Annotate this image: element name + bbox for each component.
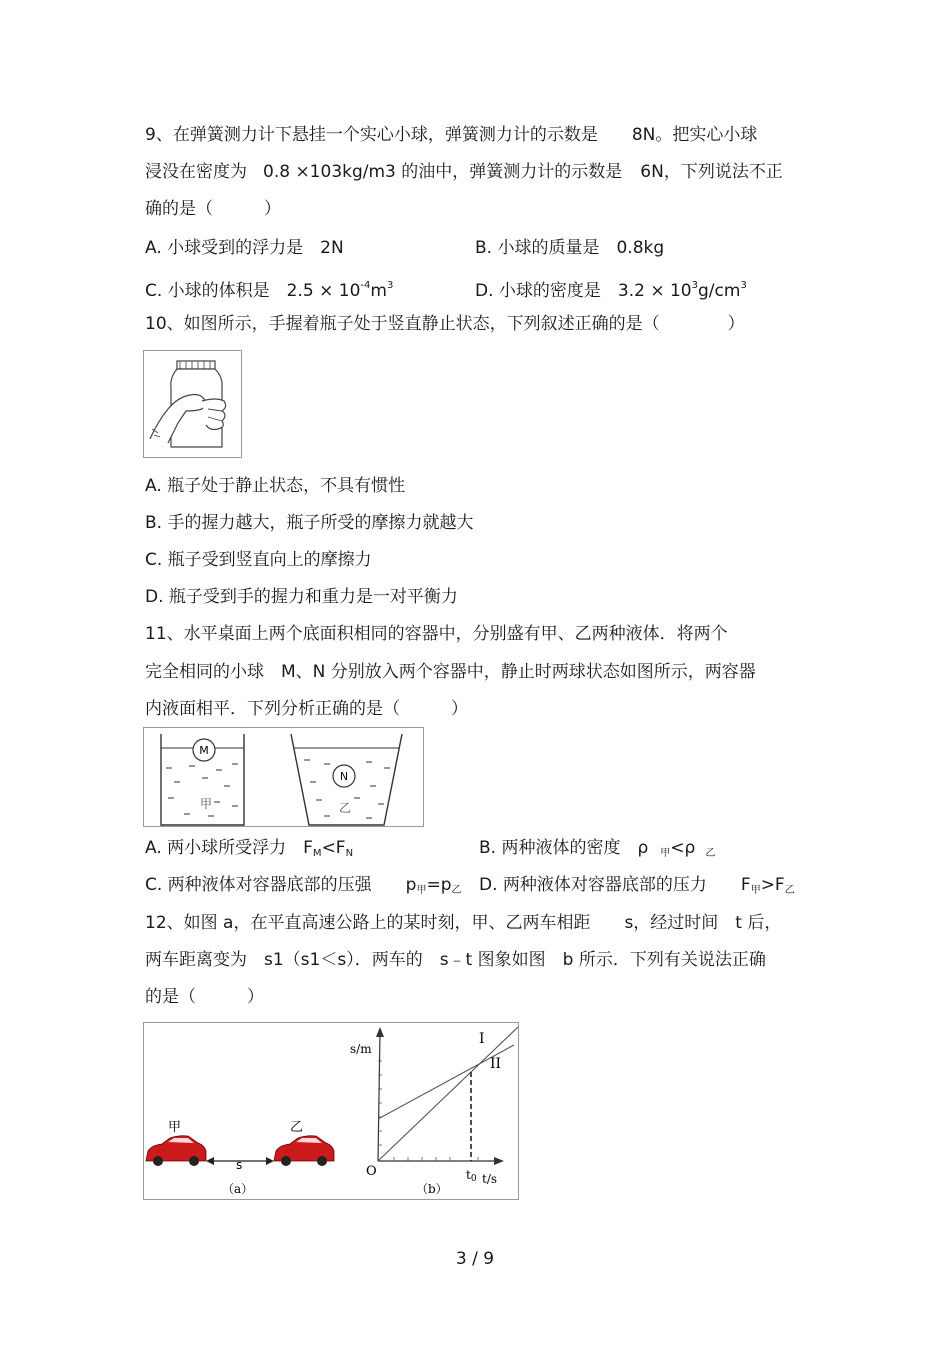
q12-cars-graph-figure xyxy=(143,1022,519,1200)
hand-holding-bottle-illustration xyxy=(144,351,241,457)
car-yi-icon xyxy=(274,1136,334,1166)
cars-and-st-graph xyxy=(144,1023,518,1199)
line-i-label: I xyxy=(479,1031,485,1047)
caption-b: （b） xyxy=(416,1182,448,1196)
q11-option-b: B. 两种液体的密度 ρ $_甲$<ρ $_乙$ xyxy=(479,838,716,859)
y-axis xyxy=(378,1031,380,1161)
q9-stem-line3: 确的是（ ） xyxy=(145,199,281,219)
q9-stem-line2: 浸没在密度为 0.8 ×103kg/m3 的油中，弹簧测力计的示数是 6N，下列说法不正 xyxy=(145,162,783,182)
q12-stem-line1: 12、如图 a，在平直高速公路上的某时刻，甲、乙两车相距 s，经过时间 t 后， xyxy=(145,913,782,933)
two-containers-diagram xyxy=(144,728,423,826)
q10-stem: 10、如图所示，手握着瓶子处于竖直静止状态，下列叙述正确的是（ ） xyxy=(145,314,745,334)
q10-bottle-figure xyxy=(143,350,242,458)
line-ii-label: II xyxy=(490,1056,502,1072)
q9-stem-line1: 9、在弹簧测力计下悬挂一个实心小球，弹簧测力计的示数是 8N。把实心小球 xyxy=(145,125,758,145)
y-axis-label: s/m xyxy=(350,1042,372,1056)
line-i xyxy=(378,1027,518,1161)
liquid-jia-label: 甲 xyxy=(200,797,213,811)
distance-s-label: s xyxy=(236,1158,243,1172)
q11-containers-figure xyxy=(143,727,424,827)
q10-option-a: A. 瓶子处于静止状态，不具有惯性 xyxy=(145,476,406,496)
q10-option-b: B. 手的握力越大，瓶子所受的摩擦力就越大 xyxy=(145,513,474,533)
origin-label: O xyxy=(366,1164,377,1179)
q9-option-d: D. 小球的密度是 $3.2 \times 10^3g/cm^3$ xyxy=(475,280,747,301)
q11-option-c: C. 两种液体对容器底部的压强 $p_甲=p_乙$ xyxy=(145,875,462,896)
q9-option-a: A. 小球受到的浮力是 2N xyxy=(145,238,344,258)
page-number: 3 / 9 xyxy=(455,1249,495,1269)
car-jia-icon xyxy=(146,1136,206,1166)
q12-stem-line2: 两车距离变为 s1（s1＜s）．两车的 s﹣t 图象如图 b 所示．下列有关说法正确 xyxy=(145,950,766,970)
q10-option-d: D. 瓶子受到手的握力和重力是一对平衡力 xyxy=(145,587,458,607)
ball-n-label: N xyxy=(339,770,349,783)
q9-option-c: C. 小球的体积是 $2.5 \times 10^{-4}m^3$ xyxy=(145,280,394,301)
q9-option-b: B. 小球的质量是 0.8kg xyxy=(475,238,665,258)
ball-m-label: M xyxy=(199,744,209,757)
caption-a: （a） xyxy=(222,1182,254,1196)
q11-stem-line1: 11、水平桌面上两个底面积相同的容器中，分别盛有甲、乙两种液体．将两个 xyxy=(145,624,728,644)
q11-option-d: D. 两种液体对容器底部的压力 $F_甲>F_乙$ xyxy=(479,875,795,896)
t0-label: t0 xyxy=(466,1168,477,1184)
x-axis-label: t/s xyxy=(482,1172,498,1186)
liquid-yi-label: 乙 xyxy=(339,801,352,815)
q11-option-a: A. 两小球所受浮力 $F_M<F_N$ xyxy=(145,838,354,859)
q11-stem-line2: 完全相同的小球 M、N 分别放入两个容器中，静止时两球状态如图所示，两容器 xyxy=(145,662,756,682)
q11-stem-line3: 内液面相平．下列分析正确的是（ ） xyxy=(145,699,468,719)
q12-stem-line3: 的是（ ） xyxy=(145,987,264,1007)
car-yi-label: 乙 xyxy=(290,1120,304,1135)
car-jia-label: 甲 xyxy=(168,1120,182,1135)
q10-option-c: C. 瓶子受到竖直向上的摩擦力 xyxy=(145,550,372,570)
